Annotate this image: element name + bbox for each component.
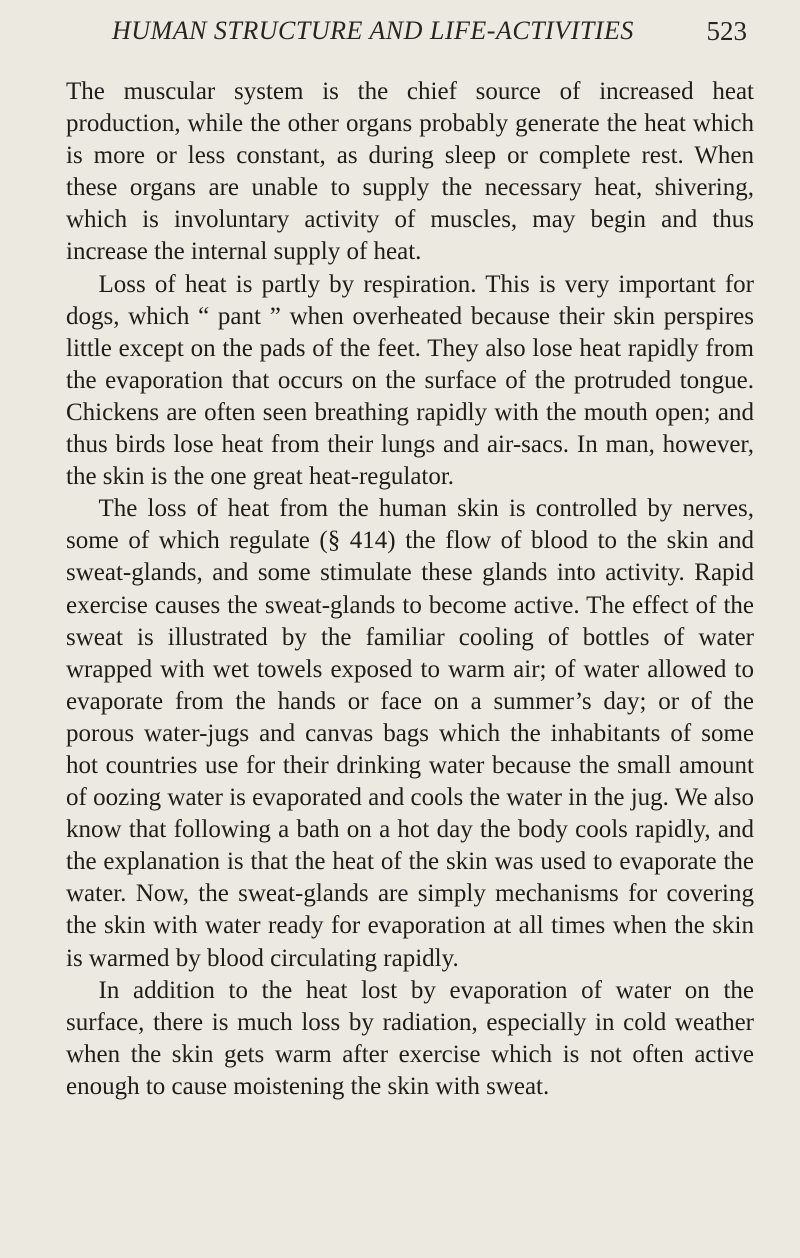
paragraph-skin-regulation: The loss of heat from the human skin is controlled by nerves, some of which regulate (§ 414) the flow of blood to the skin and sweat-glands, and some stimulate these glands into activity. Rapid exercise causes the sweat-glands to become active. The effect of the sweat is illustrated by the familiar cooling of bottles of water wrapped with wet towels exposed to warm air; of water allowed to evaporate from the hands or face on a summer’s day; or of the porous water-jugs and canvas bags which the inhabitants of some hot countries use for their drinking water because the small amount of oozing water is evaporated and cools the water in the jug. We also know that following a bath on a hot day the body cools rapidly, and the explanation is that the heat of the skin was used to evaporate the water. Now, the sweat-glands are simply mechanisms for covering the skin with water ready for evaporation at all times when the skin is warmed by blood circulating rapidly.	[66, 495, 754, 972]
running-title: HUMAN STRUCTURE AND LIFE-ACTIVITIES	[112, 16, 634, 45]
paragraph-heat-production: The muscular system is the chief source of increased heat production, while the other organs probably generate the heat which is more or less constant, as during sleep or complete rest. When these organs are unable to supply the necessary heat, shivering, which is involuntary activity of muscles, may begin and thus increase the internal supply of heat.	[66, 78, 754, 266]
paragraph-respiration-heat-loss: Loss of heat is partly by respiration. This is very important for dogs, which “ pant ” when overheated because their skin perspires little except on the pads of the feet. They also lose heat rapidly from the evaporation that occurs on the surface of the protruded tongue. Chickens are often seen breathing rapidly with the mouth open; and thus birds lose heat from their lungs and air-sacs. In man, however, the skin is the one great heat-regulator.	[66, 270, 754, 491]
page-number: 523	[706, 16, 747, 46]
body-text	[66, 76, 754, 1103]
running-header	[112, 16, 747, 56]
paragraph-radiation: In addition to the heat lost by evaporation of water on the surface, there is much loss by radiation, especially in cold weather when the skin gets warm after exercise which is not often active enough to cause moistening the skin with sweat.	[66, 976, 754, 1100]
